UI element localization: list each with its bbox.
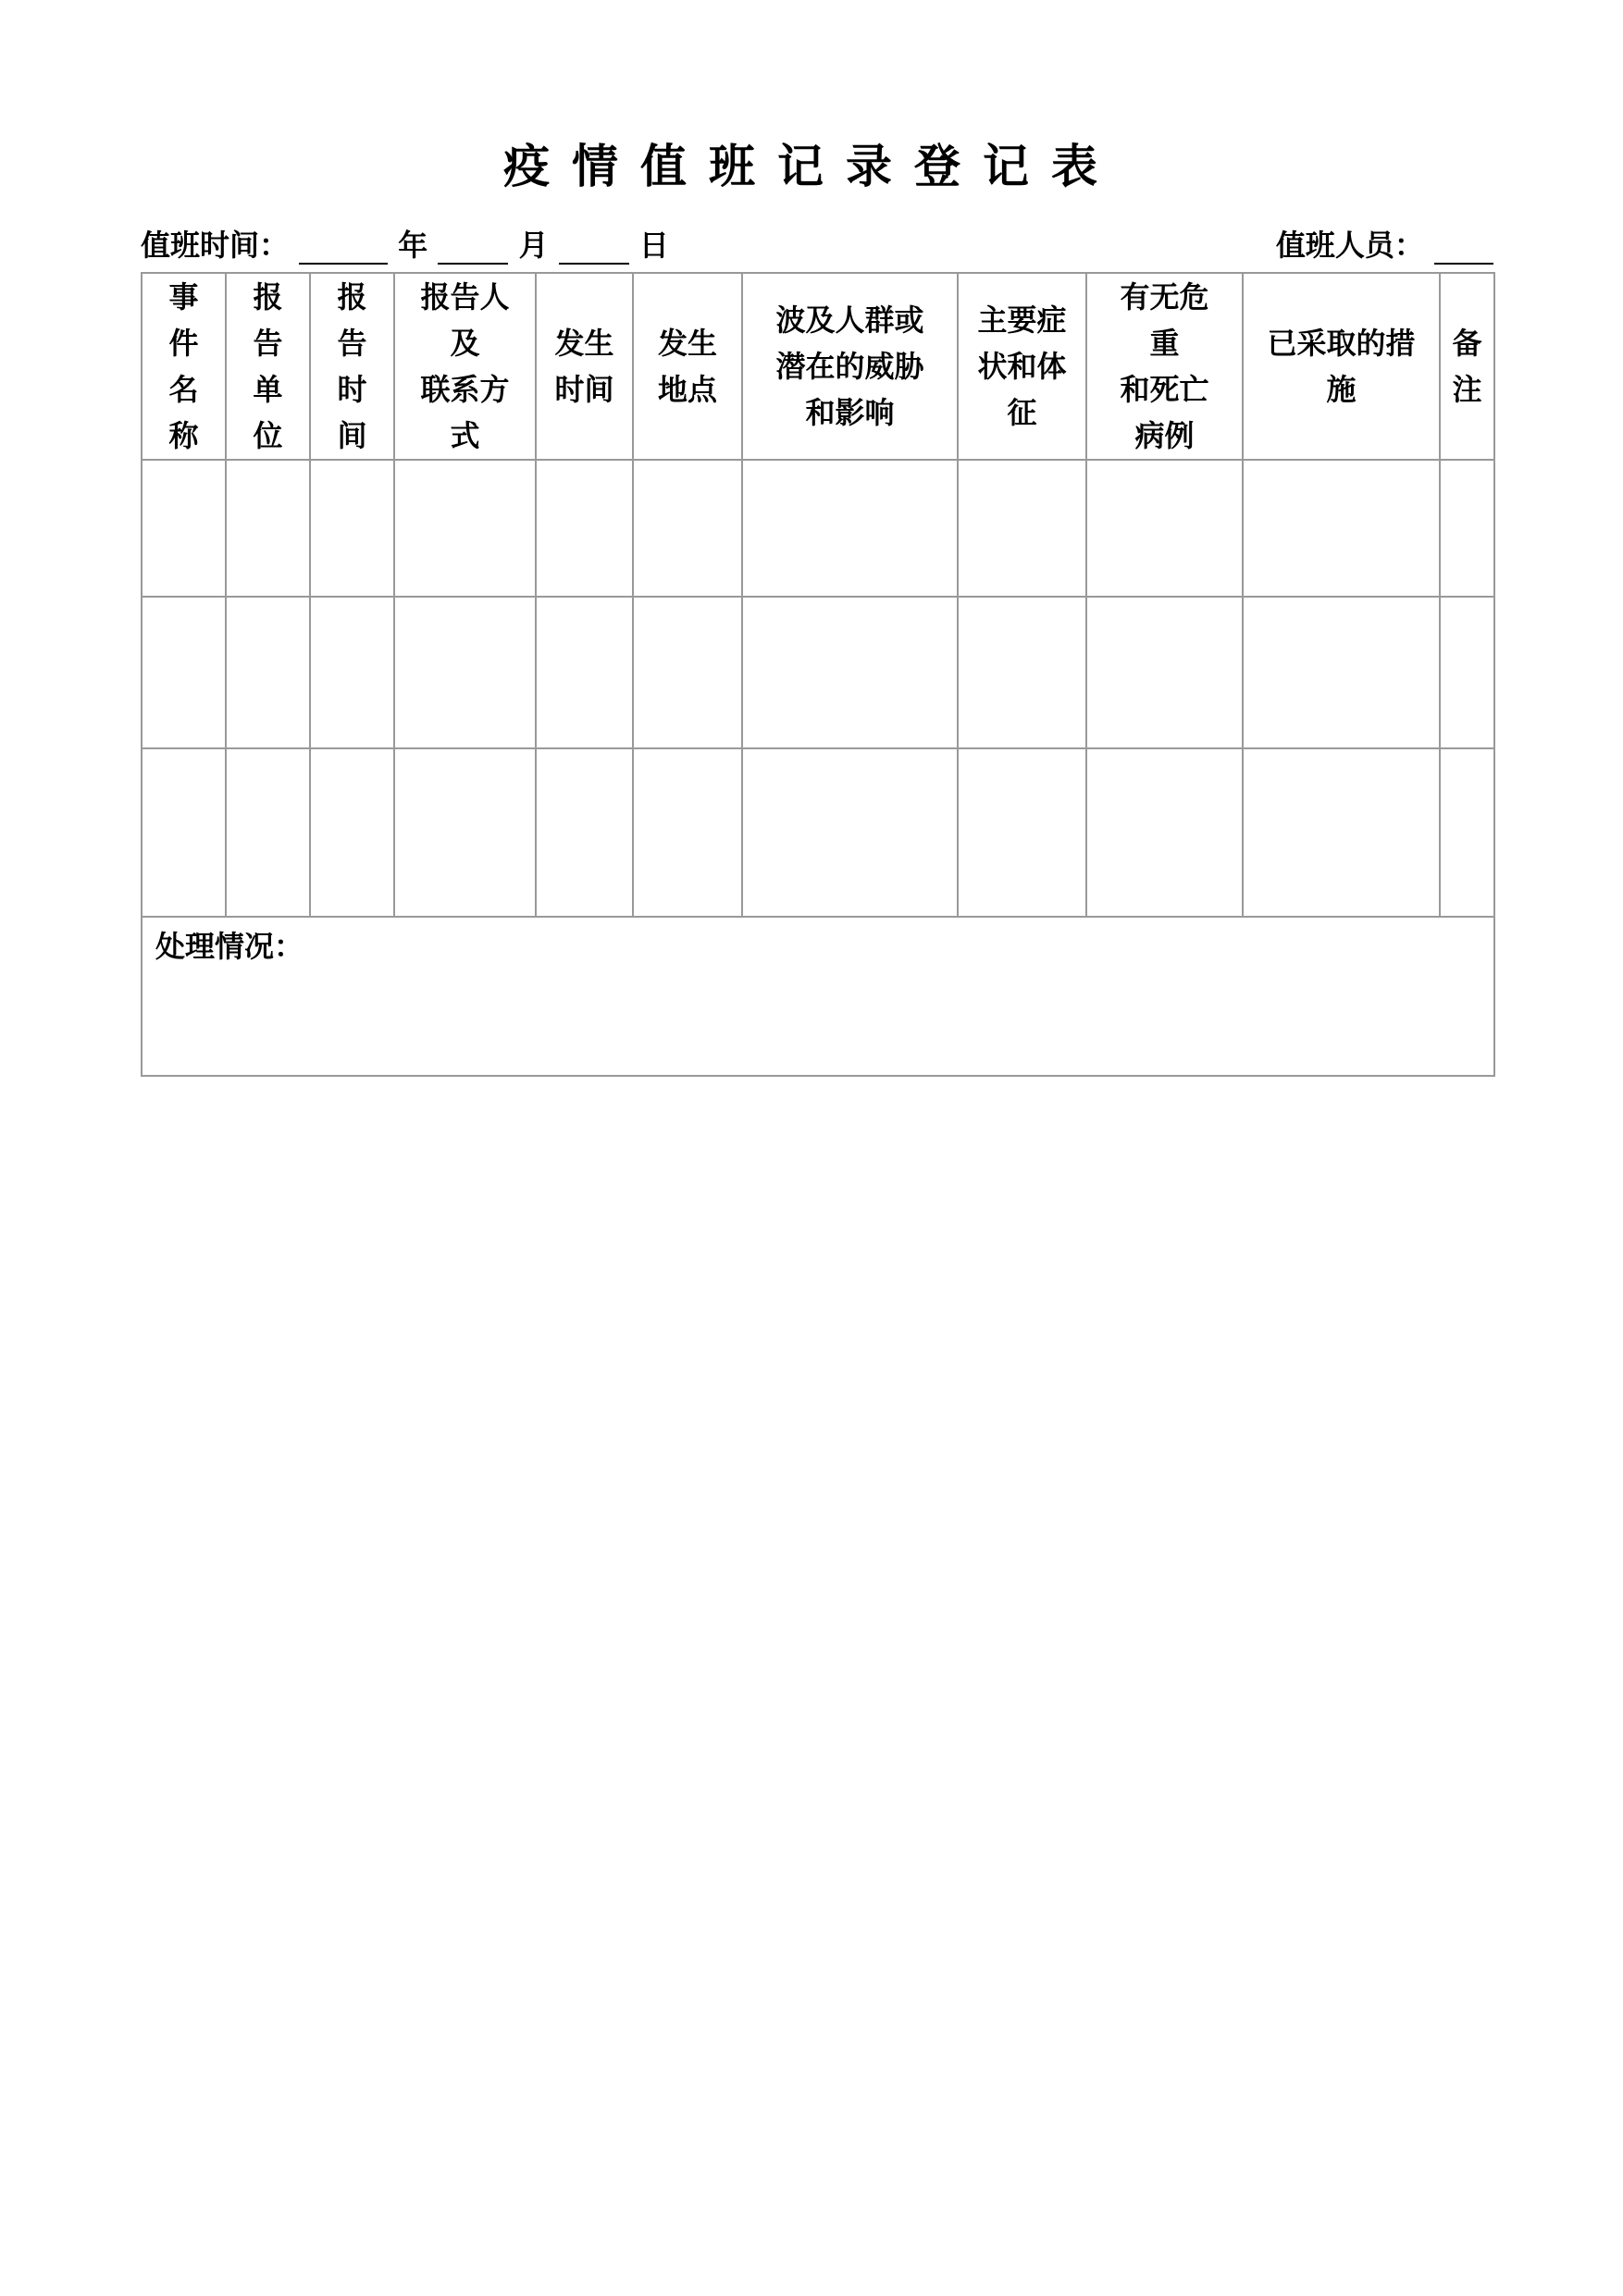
handling-row (142, 917, 1494, 1076)
duty-person-blank (1434, 233, 1493, 265)
col-affected-population: 波及人群或 潜在的威胁 和影响 (742, 273, 958, 460)
table-cell[interactable] (142, 460, 226, 597)
table-row (142, 748, 1494, 917)
col-occurrence-place: 发生 地点 (633, 273, 742, 460)
table-cell[interactable] (1243, 460, 1440, 597)
table-cell[interactable] (1243, 597, 1440, 748)
table-cell[interactable] (394, 748, 536, 917)
table-cell[interactable] (310, 597, 394, 748)
table-cell[interactable] (742, 597, 958, 748)
table-cell[interactable] (1086, 597, 1243, 748)
year-blank (299, 233, 388, 265)
col-critical-deaths: 有无危 重 和死亡 病例 (1086, 273, 1243, 460)
col-symptoms: 主要症 状和体 征 (958, 273, 1086, 460)
table-header-row (142, 273, 1494, 460)
duty-time-label: 值班时间： (141, 228, 290, 263)
table-cell[interactable] (394, 597, 536, 748)
table-cell[interactable] (633, 597, 742, 748)
duty-person-label: 值班人员： (1275, 228, 1424, 263)
table-cell[interactable] (958, 597, 1086, 748)
table-cell[interactable] (633, 748, 742, 917)
table-cell[interactable] (310, 460, 394, 597)
table-cell[interactable] (1440, 597, 1494, 748)
table-cell[interactable] (226, 460, 310, 597)
table-cell[interactable] (310, 748, 394, 917)
table-cell[interactable] (1086, 748, 1243, 917)
table-cell[interactable] (226, 748, 310, 917)
table-cell[interactable] (1440, 748, 1494, 917)
table-cell[interactable] (536, 597, 633, 748)
table-cell[interactable] (142, 597, 226, 748)
col-reporter-contact: 报告人 及 联系方 式 (394, 273, 536, 460)
col-remarks: 备 注 (1440, 273, 1494, 460)
duty-person-group (1276, 222, 1493, 265)
table-cell[interactable] (1243, 748, 1440, 917)
table-cell[interactable] (1440, 460, 1494, 597)
day-label: 日 (638, 228, 669, 263)
table-cell[interactable] (633, 460, 742, 597)
table-cell[interactable] (958, 748, 1086, 917)
table-cell[interactable] (394, 460, 536, 597)
table-cell[interactable] (536, 460, 633, 597)
col-reporting-unit: 报 告 单 位 (226, 273, 310, 460)
handling-label: 处理情况： (155, 929, 304, 964)
table-cell[interactable] (226, 597, 310, 748)
col-event-name: 事 件 名 称 (142, 273, 226, 460)
record-table (141, 272, 1495, 1077)
header-info-row (141, 222, 1493, 263)
year-label: 年 (398, 228, 428, 263)
table-cell[interactable] (142, 748, 226, 917)
col-occurrence-time: 发生 时间 (536, 273, 633, 460)
table-cell[interactable] (1086, 460, 1243, 597)
month-blank (438, 233, 508, 265)
page-title: 疫情值班记录登记表 (503, 139, 1120, 193)
table-cell[interactable] (536, 748, 633, 917)
handling-cell[interactable] (142, 917, 1494, 1076)
col-report-time: 报 告 时 间 (310, 273, 394, 460)
table-row (142, 460, 1494, 597)
table-cell[interactable] (742, 460, 958, 597)
table-cell[interactable] (742, 748, 958, 917)
month-label: 月 (518, 228, 549, 263)
day-blank (559, 233, 629, 265)
table-cell[interactable] (958, 460, 1086, 597)
table-row (142, 597, 1494, 748)
duty-time-group (141, 222, 669, 265)
col-measures-taken: 已采取的措 施 (1243, 273, 1440, 460)
